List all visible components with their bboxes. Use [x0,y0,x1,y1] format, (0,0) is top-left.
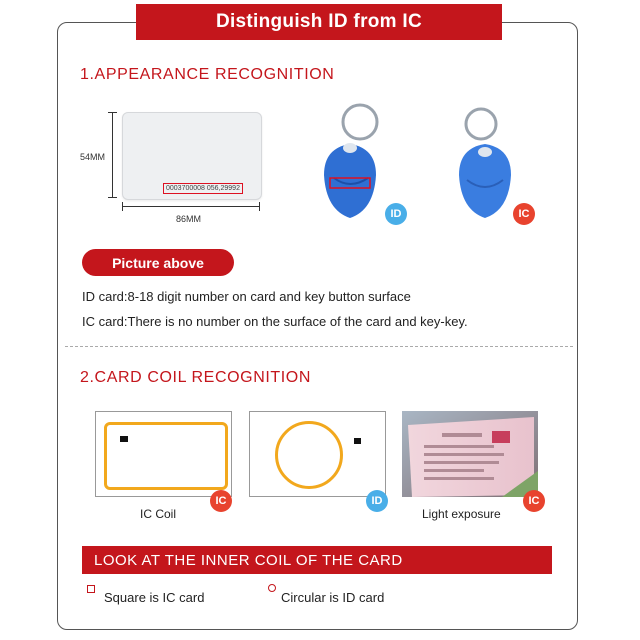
id-coil-badge-icon: ID [366,490,388,512]
id-card-description: ID card:8-18 digit number on card and key button surface [82,289,411,304]
width-cap-left [122,202,123,211]
section-title-coil: 2.CARD COIL RECOGNITION [80,369,312,386]
light-exposure-photo [402,411,538,497]
height-cap-bottom [108,197,117,198]
card-number-label: 0003700008 056,29992 [163,183,243,194]
round-coil [275,421,343,489]
id-chip [354,438,361,444]
inner-coil-banner: LOOK AT THE INNER COIL OF THE CARD [82,546,552,574]
ic-coil-caption: IC Coil [140,507,177,521]
square-marker-icon [87,585,95,593]
ic-coil-badge-icon: IC [210,490,232,512]
height-dimension-line [112,112,113,198]
id-keyfob-image [310,100,390,230]
width-dimension-line [122,206,260,207]
section-title-appearance: 1.APPEARANCE RECOGNITION [80,66,335,83]
ic-coil-card [95,411,232,497]
ic-card-description: IC card:There is no number on the surface of the card and key-key. [82,314,468,329]
circle-marker-icon [268,584,276,592]
width-label: 86MM [176,214,202,224]
circle-legend: Circular is ID card [281,590,385,605]
width-cap-right [259,202,260,211]
ic-chip [120,436,128,442]
picture-above-label: Picture above [82,249,234,276]
light-exposure-badge-icon: IC [523,490,545,512]
square-legend: Square is IC card [104,590,205,605]
square-coil [104,422,228,490]
white-card-image [122,112,262,200]
height-label: 54MM [80,152,106,162]
light-exposure-caption: Light exposure [422,507,501,521]
page-title: Distinguish ID from IC [136,4,502,40]
section-divider [65,346,573,347]
height-cap-top [108,112,117,113]
ic-badge-icon: IC [513,203,535,225]
id-coil-card [249,411,386,497]
id-badge-icon: ID [385,203,407,225]
